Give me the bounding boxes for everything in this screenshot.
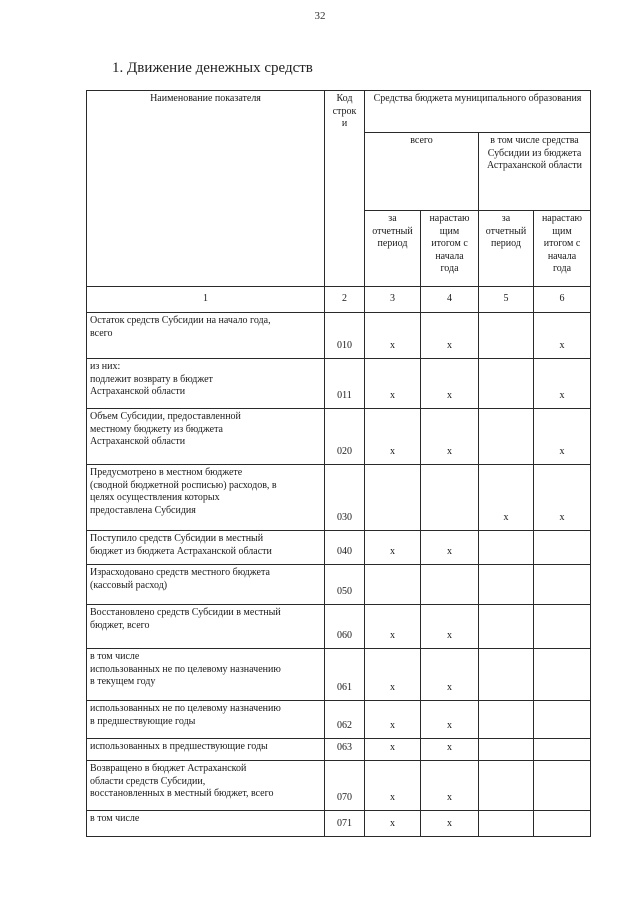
header-total-group: всего [365,133,479,211]
header-code-col: Код строк и [325,91,365,287]
row-value-c4: x [421,605,479,649]
row-value-c4 [421,565,479,605]
table-row [87,605,591,649]
row-value-c5 [479,313,534,359]
row-value-c4: x [421,531,479,565]
row-value-c6 [534,739,591,761]
row-value-c3: x [365,409,421,465]
row-name [87,605,325,649]
row-value-c5 [479,739,534,761]
row-value-c6: x [534,409,591,465]
row-code: 061 [325,649,365,701]
table-row [87,409,591,465]
row-value-c3: x [365,701,421,739]
row-value-c6: x [534,313,591,359]
row-name [87,313,325,359]
col-number-5: 5 [479,287,534,313]
row-value-c5 [479,605,534,649]
header-budget-group: Средства бюджета муниципального образования [365,91,591,133]
column-number-row [87,287,591,313]
header-subsidy-group: в том числе средства Субсидии из бюджета Астраханской области [479,133,591,211]
row-value-c6: x [534,359,591,409]
row-value-c6 [534,531,591,565]
table-row [87,739,591,761]
row-name [87,359,325,409]
row-value-c6 [534,761,591,811]
row-name [87,565,325,605]
header-name-col: Наименование показателя [87,91,325,287]
row-name-text: Предусмотрено в местном бюджете (сводной бюджетной росписью) расходов, в целях осуществления которых предоставлена Субсидия [90,467,277,516]
col-number-6: 6 [534,287,591,313]
row-value-c5: x [479,465,534,531]
row-name [87,761,325,811]
row-value-c3: x [365,739,421,761]
row-value-c4: x [421,359,479,409]
header-col4-cumulative: нарастаю щим итогом с начала года [421,211,479,287]
row-value-c3: x [365,605,421,649]
row-name [87,409,325,465]
row-value-c6 [534,811,591,837]
row-value-c5 [479,409,534,465]
row-name-text: Объем Субсидии, предоставленной местному бюджету из бюджета Астраханской области [90,411,241,447]
row-name [87,649,325,701]
row-value-c5 [479,565,534,605]
col-number-1: 1 [87,287,325,313]
row-code: 030 [325,465,365,531]
row-code: 040 [325,531,365,565]
header-row-1 [87,91,591,133]
row-value-c4: x [421,409,479,465]
row-name-text: использованных в предшествующие годы [90,741,268,752]
row-value-c3: x [365,359,421,409]
header-col3-period: за отчетный период [365,211,421,287]
row-name-text: Поступило средств Субсидии в местный бюджет из бюджета Астраханской области [90,533,272,557]
row-name [87,739,325,761]
table-row [87,649,591,701]
table-row [87,761,591,811]
row-code: 010 [325,313,365,359]
row-value-c5 [479,359,534,409]
row-name-text: Израсходовано средств местного бюджета (кассовый расход) [90,567,270,591]
row-value-c6: x [534,465,591,531]
row-value-c3: x [365,761,421,811]
table-row [87,701,591,739]
row-name-text: в том числе [90,813,140,824]
row-name-text: Остаток средств Субсидии на начало года, всего [90,315,271,339]
header-col5-period: за отчетный период [479,211,534,287]
row-name [87,811,325,837]
row-value-c5 [479,701,534,739]
table-row [87,465,591,531]
row-code: 020 [325,409,365,465]
row-code: 063 [325,739,365,761]
table-row [87,531,591,565]
row-value-c4: x [421,761,479,811]
row-value-c4: x [421,739,479,761]
col-number-3: 3 [365,287,421,313]
row-code: 071 [325,811,365,837]
row-value-c6 [534,649,591,701]
row-code: 050 [325,565,365,605]
row-value-c4: x [421,701,479,739]
row-value-c5 [479,761,534,811]
table-row [87,565,591,605]
row-name [87,701,325,739]
row-value-c3: x [365,313,421,359]
row-code: 011 [325,359,365,409]
row-value-c6 [534,605,591,649]
row-name-text: Возвращено в бюджет Астраханской области средств Субсидии, восстановленных в местный бюджет, всего [90,763,274,799]
header-col6-cumulative: нарастаю щим итогом с начала года [534,211,591,287]
row-name-text: использованных не по целевому назначению в предшествующие годы [90,703,281,727]
row-value-c6 [534,701,591,739]
page-number: 32 [314,10,326,22]
row-value-c5 [479,811,534,837]
row-value-c3: x [365,649,421,701]
cash-flow-table [86,90,591,837]
row-value-c3: x [365,531,421,565]
row-name-text: из них: подлежит возврату в бюджет Астраханской области [90,361,213,397]
table-row [87,313,591,359]
row-name-text: в том числе использованных не по целевому назначению в текущем году [90,651,281,687]
row-value-c5 [479,531,534,565]
row-value-c5 [479,649,534,701]
row-value-c3 [365,465,421,531]
row-value-c4 [421,465,479,531]
row-code: 070 [325,761,365,811]
col-number-4: 4 [421,287,479,313]
row-code: 062 [325,701,365,739]
row-value-c3: x [365,811,421,837]
row-name [87,531,325,565]
row-name-text: Восстановлено средств Субсидии в местный бюджет, всего [90,607,281,631]
row-value-c4: x [421,649,479,701]
table-row [87,359,591,409]
row-value-c4: x [421,811,479,837]
col-number-2: 2 [325,287,365,313]
row-value-c6 [534,565,591,605]
row-name [87,465,325,531]
section-title: 1. Движение денежных средств [112,60,313,76]
row-code: 060 [325,605,365,649]
table-row [87,811,591,837]
row-value-c4: x [421,313,479,359]
row-value-c3 [365,565,421,605]
